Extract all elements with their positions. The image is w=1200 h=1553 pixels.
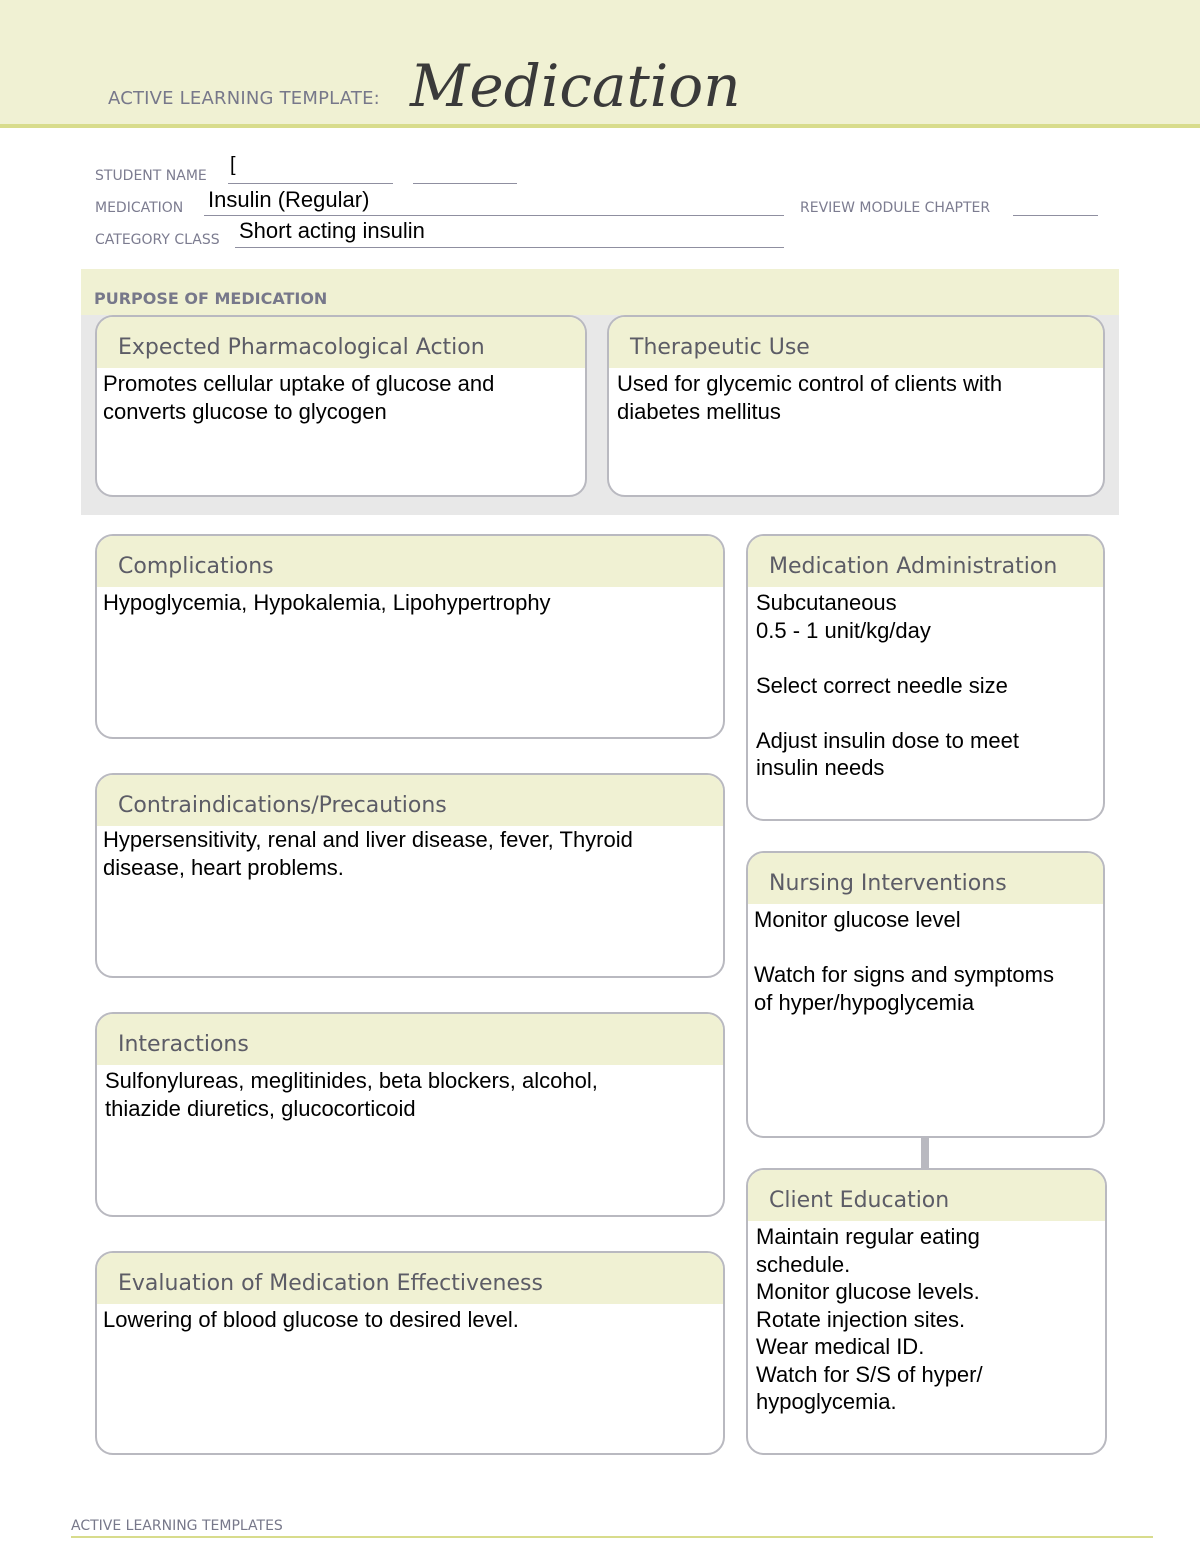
category-class-underline — [235, 247, 784, 248]
contraindications-title: Contraindications/Precautions — [97, 775, 723, 826]
therapeutic-use-title: Therapeutic Use — [609, 317, 1103, 368]
nursing-interventions-title: Nursing Interventions — [748, 853, 1103, 904]
header-divider — [0, 124, 1200, 128]
complications-title: Complications — [97, 536, 723, 587]
complications-box — [95, 534, 725, 739]
evaluation-title: Evaluation of Medication Effectiveness — [97, 1253, 723, 1304]
evaluation-box — [95, 1251, 725, 1455]
box-connector — [921, 1137, 929, 1169]
review-module-label: REVIEW MODULE CHAPTER — [800, 200, 991, 216]
complications-text[interactable]: Hypoglycemia, Hypokalemia, Lipohypertrophy — [103, 590, 551, 615]
evaluation-text[interactable]: Lowering of blood glucose to desired level. — [103, 1307, 519, 1332]
medication-field[interactable]: Insulin (Regular) — [208, 187, 370, 212]
interactions-text[interactable]: Sulfonylureas, meglitinides, beta blockers, alcohol, thiazide diuretics, glucocorticoid — [105, 1068, 598, 1121]
therapeutic-use-text[interactable]: Used for glycemic control of clients with diabetes mellitus — [617, 371, 1003, 424]
medication-administration-box — [746, 534, 1105, 821]
review-module-field[interactable] — [1013, 215, 1098, 216]
client-education-title: Client Education — [748, 1170, 1105, 1221]
nursing-interventions-box — [746, 851, 1105, 1138]
student-name-underline-2 — [413, 183, 517, 184]
client-education-text[interactable]: Maintain regular eating schedule. Monitor glucose levels. Rotate injection sites. Wear medical ID. Watch for S/S of hyper/ hypoglycemia. — [756, 1224, 983, 1414]
category-class-label: CATEGORY CLASS — [95, 232, 220, 248]
category-class-field[interactable]: Short acting insulin — [239, 218, 425, 243]
interactions-box — [95, 1012, 725, 1217]
page-title: Medication — [410, 52, 741, 120]
footer-divider — [71, 1536, 1153, 1538]
medication-administration-text[interactable]: Subcutaneous 0.5 - 1 unit/kg/day Select correct needle size Adjust insulin dose to meet insulin needs — [756, 590, 1019, 780]
expected-action-title: Expected Pharmacological Action — [97, 317, 585, 368]
medication-administration-title: Medication Administration — [748, 536, 1103, 587]
student-name-underline — [228, 183, 393, 184]
student-name-field[interactable]: [ — [230, 154, 236, 176]
interactions-title: Interactions — [97, 1014, 723, 1065]
contraindications-box — [95, 773, 725, 978]
template-label: ACTIVE LEARNING TEMPLATE: — [108, 88, 380, 109]
medication-underline — [204, 215, 784, 216]
nursing-interventions-text[interactable]: Monitor glucose level Watch for signs and symptoms of hyper/hypoglycemia — [754, 907, 1054, 1015]
purpose-label: PURPOSE OF MEDICATION — [94, 289, 328, 308]
contraindications-text[interactable]: Hypersensitivity, renal and liver disease, fever, Thyroid disease, heart problems. — [103, 827, 633, 880]
student-name-label: STUDENT NAME — [95, 168, 207, 184]
expected-action-box — [95, 315, 587, 497]
client-education-box — [746, 1168, 1107, 1455]
medication-label: MEDICATION — [95, 200, 184, 216]
footer-label: ACTIVE LEARNING TEMPLATES — [71, 1518, 283, 1534]
expected-action-text[interactable]: Promotes cellular uptake of glucose and converts glucose to glycogen — [103, 371, 495, 424]
therapeutic-use-box — [607, 315, 1105, 497]
